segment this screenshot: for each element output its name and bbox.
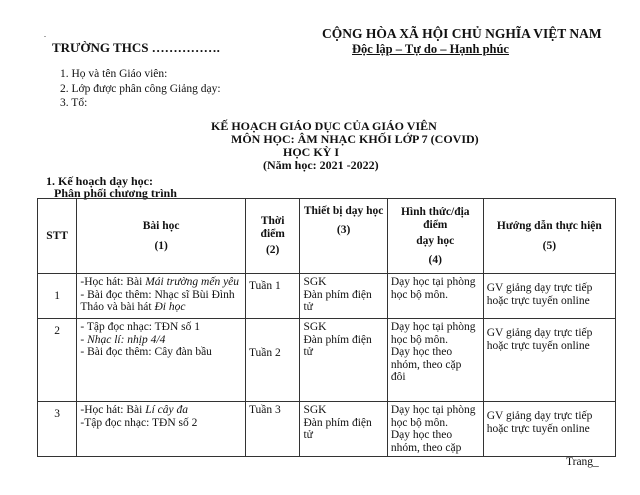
plan-title: KẾ HOẠCH GIÁO DỤC CỦA GIÁO VIÊN <box>211 119 437 133</box>
school-year-title: (Năm học: 2021 -2022) <box>263 158 379 172</box>
info-department: 3. Tổ: <box>60 97 88 109</box>
table-row <box>38 319 616 402</box>
row-method: Dạy học tại phòng học bộ môn. <box>387 274 483 319</box>
subsection-heading: Phân phối chương trình <box>54 186 177 200</box>
row-lesson: -Học hát: Bài Lí cây đa -Tập đọc nhạc: TĐN số 2 <box>77 402 246 457</box>
row-time: Tuần 1 <box>245 274 300 319</box>
row-stt: 3 <box>38 402 77 457</box>
row-method: Dạy học tại phòng học bộ môn. Dạy học theo nhóm, theo cặp <box>387 402 483 457</box>
row-method: Dạy học tại phòng học bộ môn. Dạy học theo nhóm, theo cặp đôi <box>387 319 483 402</box>
row-time: Tuần 2 <box>245 319 300 402</box>
header-equipment: Thiết bị dạy học (3) <box>300 199 387 274</box>
school-name: TRƯỜNG THCS ……………. <box>52 40 220 55</box>
row-guidance: GV giảng dạy trực tiếp hoặc trực tuyến online <box>483 274 615 319</box>
header-guidance: Hướng dẫn thực hiện (5) <box>483 199 615 274</box>
table-row <box>38 402 616 457</box>
row-time: Tuần 3 <box>245 402 300 457</box>
header-lesson: Bài học (1) <box>77 199 246 274</box>
subject-title: MÔN HỌC: ÂM NHẠC KHỐI LỚP 7 (COVID) <box>231 132 479 146</box>
header-time: Thời điểm (2) <box>245 199 300 274</box>
semester-title: HỌC KỲ I <box>283 145 340 159</box>
table-row <box>38 274 616 319</box>
row-stt: 1 <box>38 274 77 319</box>
row-guidance: GV giảng dạy trực tiếp hoặc trực tuyến online <box>483 402 615 457</box>
header-method: Hình thức/địa điểm dạy học (4) <box>387 199 483 274</box>
row-stt: 2 <box>38 319 77 402</box>
teacher-info-list <box>60 67 221 111</box>
row-equipment: SGK Đàn phím điện tử <box>300 274 387 319</box>
national-motto: Độc lập – Tự do – Hạnh phúc <box>352 42 509 56</box>
row-lesson: - Tập đọc nhạc: TĐN số 1 - Nhạc lí: nhịp 4/4 - Bài đọc thêm: Cây đàn bầu <box>77 319 246 402</box>
row-equipment: SGK Đàn phím điện tử <box>300 319 387 402</box>
row-equipment: SGK Đàn phím điện tử <box>300 402 387 457</box>
header-stt: STT <box>38 199 77 274</box>
row-guidance: GV giảng dạy trực tiếp hoặc trực tuyến online <box>483 319 615 402</box>
table-header-row <box>38 199 616 274</box>
stray-dot: . <box>44 30 46 39</box>
info-teacher-name: 1. Họ và tên Giáo viên: <box>60 68 168 80</box>
row-lesson: -Học hát: Bài Mái trường mến yêu - Bài đọc thêm: Nhạc sĩ Bùi Đình Thảo và bài hát Đi học <box>77 274 246 319</box>
section-heading: 1. Kế hoạch dạy học: <box>46 174 154 188</box>
info-assigned-class: 2. Lớp được phân công Giảng dạy: <box>60 82 221 95</box>
curriculum-table <box>37 198 616 457</box>
page-number: Trang_ <box>566 456 599 468</box>
country-heading: CỘNG HÒA XÃ HỘI CHỦ NGHĨA VIỆT NAM <box>322 26 602 41</box>
